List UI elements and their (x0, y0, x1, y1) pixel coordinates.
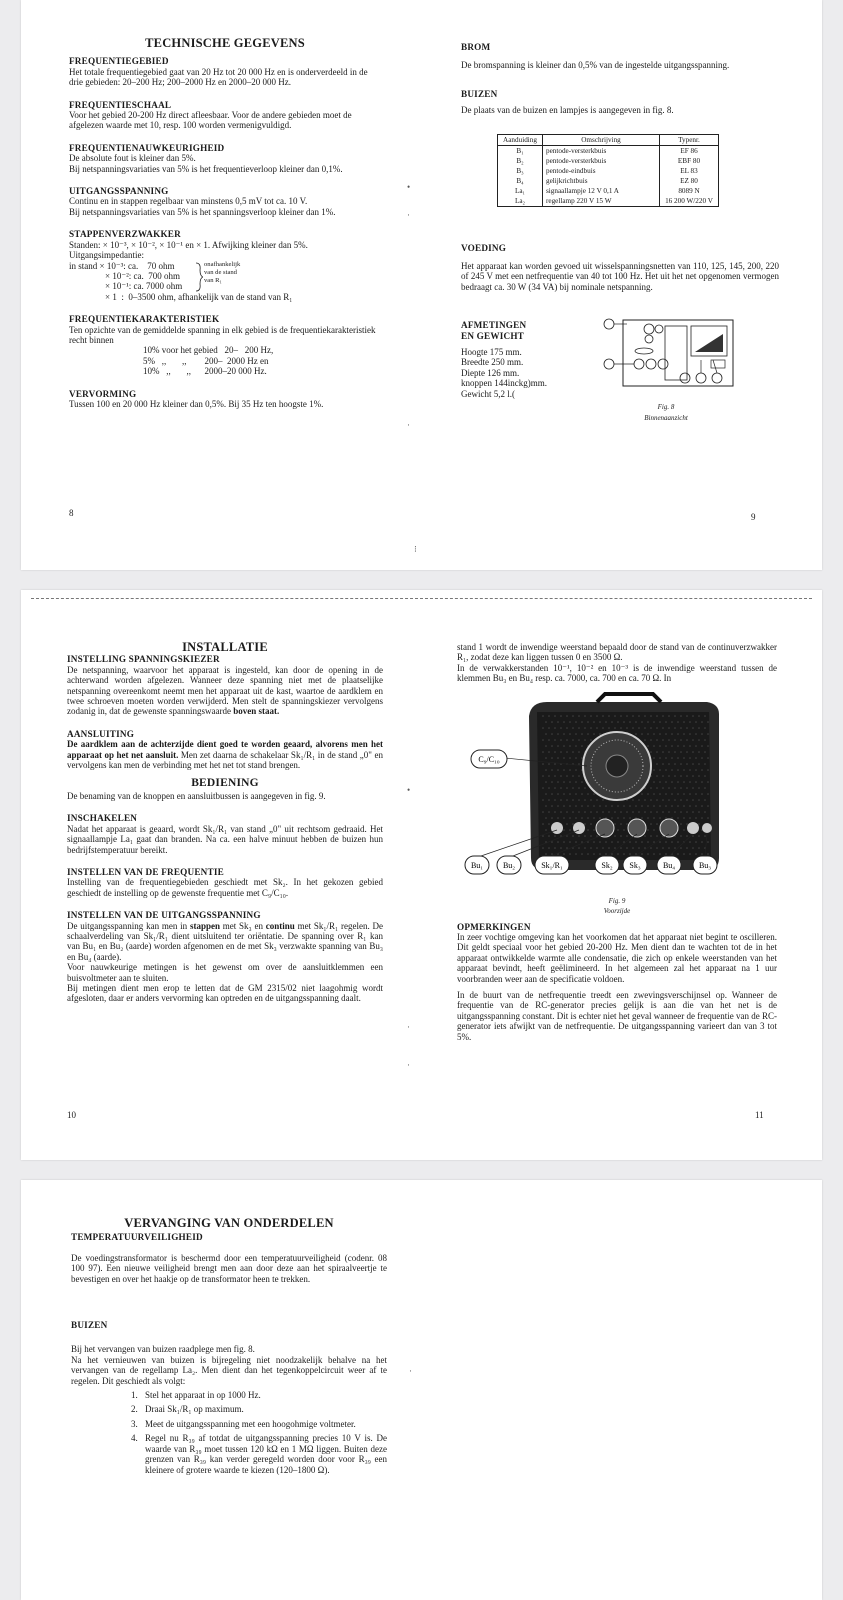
paragraph: De absolute fout is kleiner dan 5%. (69, 153, 196, 164)
paragraph: Het apparaat kan worden gevoed uit wisselspanningsnetten van 110, 125, 145, 200, 220 of 245 V met een netfrequentie van 40 tot 100 Hz. Het uit het net opgenomen vermogen bedraagt ca. 30 W (34 VA) bij nominale netspanning. (461, 261, 779, 292)
list-text: Regel nu R₃₉ af totdat de uitgangsspanning precies 10 V is. De waarde van R₃₉ moet tussen 120 kΩ en 1 MΩ liggen. Buiten deze grenzen van R₃₉ kan verder geregeld worden door voor R₃₉ een kleinere of grotere waarde te kiezen (120–1800 Ω). (145, 1433, 387, 1475)
paragraph: Tussen 100 en 20 000 Hz kleiner dan 0,5%. Bij 35 Hz ten hoogste 1%. (69, 398, 324, 409)
table-cell: pentode-eindbuis (543, 166, 660, 176)
note-line: van R₁ (204, 276, 222, 284)
heading-gewicht: EN GEWICHT (461, 330, 525, 341)
paragraph: Instelling van de frequentiegebieden geschiedt met Sk₂. In het gekozen gebied geschiedt de instelling op de gewenste frequentie met C₉/C₁₀. (67, 877, 383, 898)
heading-frequentieschaal: FREQUENTIESCHAAL (69, 99, 172, 110)
table-cell: signaallampje 12 V 0,1 A (543, 186, 660, 196)
page-title: TECHNISCHE GEGEVENS (145, 36, 305, 50)
table-cell: EF 86 (660, 145, 719, 156)
kar-row: 10% voor het gebied 20– 200 Hz, (143, 345, 274, 356)
section-title: BEDIENING (191, 777, 259, 790)
paragraph: Bij netspanningsvariaties van 5% is het spanningsverloop kleiner dan 1%. (69, 206, 336, 217)
impedance-table (69, 261, 381, 303)
table-body (498, 145, 719, 206)
procedure-list (131, 1390, 387, 1475)
fig-8-caption (631, 402, 701, 423)
tube-table (497, 134, 719, 207)
heading-opmerkingen: OPMERKINGEN (457, 921, 531, 932)
page-number: 11 (755, 1110, 764, 1120)
table-cell: gelijkrichtbuis (543, 176, 660, 186)
note-line: van de stand (204, 268, 237, 276)
paragraph: In de verwakkerstanden 10⁻¹, 10⁻² en 10⁻³ is de inwendige weerstand tussen de klemmen Bu₃ en Bu₄ resp. ca. 7000, ca. 700 en ca. 70 Ω. In (457, 662, 777, 684)
text-run: met Sk₁/R₁ regelen. De schaalverdeling van Sk₁/R₁ dient uitsluitend ter oriëntatie. De spanning over R₁ kan van Bu₁ en Bu₂ (aarde) worden afgenomen en de met Sk₃ verzwakte spanning van Bu₃ en Bu₄ (aarde). (67, 920, 383, 962)
table-cell: pentode-versterkbuis (543, 145, 660, 156)
paragraph (67, 739, 383, 770)
text-run: Men zet daarna de schakelaar Sk₁/R₁ in de stand „0" en vervolgens kan men de verbinding met het net tot stand brengen. (67, 749, 383, 771)
table-cell: La₂ (498, 196, 543, 207)
caption-line: Binnenaanzicht (644, 413, 688, 422)
paragraph: Voor het gebied 20-200 Hz direct afleesbaar. Voor de andere gebieden moet de afgelezen waarde met 10, resp. 100 worden vermenigvuldigd. (69, 110, 352, 131)
brace-icon (195, 262, 203, 292)
scan-mark: • (407, 785, 411, 795)
heading-afmetingen: AFMETINGEN (461, 320, 527, 331)
heading-vervorming: VERVORMING (69, 388, 137, 399)
text-run: De netspanning, waarvoor het apparaat is ingesteld, kan door de opening in de achterwand worden afgelezen. Wanneer deze spanning niet met de plaatselijke netspanning overeenkomt neemt men het apparaat uit de kast, waartoe de aardklem en twee schroeven moeten worden verwijderd. Men stelt de spanningskiezer vervolgens zodanig in, dat de gewenste spanningswaarde (67, 664, 383, 717)
scan-mark: • (407, 182, 411, 192)
heading-frequentiegebied: FREQUENTIEGEBIED (69, 56, 169, 67)
note-line: onafhankelijk (204, 260, 241, 268)
heading-frequentienauwkeurigheid: FREQUENTIENAUWKEURIGHEID (69, 142, 225, 153)
paragraph: Uitgangsimpedantie: (69, 250, 144, 261)
impedance-row: × 10⁻¹: ca. 7000 ohm (105, 281, 183, 292)
table-header: Typenr. (660, 134, 719, 145)
table-cell: La₁ (498, 186, 543, 196)
table-row (498, 145, 719, 156)
text-run-bold: stappen (189, 920, 220, 931)
paragraph: stand 1 wordt de inwendige weerstand bepaald door de stand van de continuverzwakker R₁, zodat deze kan liggen tussen 0 en 3500 Ω. (457, 642, 777, 663)
dimensions-block (461, 320, 779, 430)
list-item (131, 1404, 387, 1414)
dimension-line: Breedte 250 mm. (461, 357, 524, 368)
page-12-column (71, 1218, 387, 1479)
text-run: De uitgangsspanning kan men in (67, 920, 190, 931)
document-sheet-pages-10-11 (21, 590, 822, 1160)
impedance-note (204, 261, 240, 285)
text-run: met Sk₃ en (219, 920, 266, 931)
text-run-bold: continu (265, 920, 295, 931)
paragraph: De plaats van de buizen en lampjes is aangegeven in fig. 8. (461, 105, 674, 116)
impedance-row: in stand × 10⁻³: ca. 70 ohm (69, 260, 175, 271)
list-text: Meet de uitgangsspanning met een hoogohmige voltmeter. (145, 1418, 356, 1429)
paragraph: Het totale frequentiegebied gaat van 20 Hz tot 20 000 Hz en is onderverdeeld in de drie gebieden: 20–200 Hz; 200–2000 Hz en 2000–20 000 Hz. (69, 66, 368, 88)
paragraph: Nadat het apparaat is geaard, wordt Sk₁/R₁ van stand „0" uit rechtsom gedraaid. Het signaallampje La₁ gaat dan branden. Na ca. een halve minuut hebben de buizen hun bedrijfstemperatuur bereikt. (67, 823, 383, 855)
table-header: Omschrijving (543, 134, 660, 145)
caption-line: Voorzijde (603, 907, 631, 916)
list-number: 4. (131, 1433, 138, 1444)
table-row (498, 196, 719, 207)
table-cell: B₃ (498, 166, 543, 176)
page-number: 10 (67, 1110, 76, 1120)
table-cell: EZ 80 (660, 176, 719, 186)
paragraph: De voedingstransformator is beschermd door een temperatuurveiligheid (codenr. 08 100 97). Een nieuwe veiligheid brengt men aan door deze aan het spiraalveertje te bevestigen en over het haakje op de transformator heen te trekken. (71, 1252, 387, 1284)
table-header: Aanduiding (498, 134, 543, 145)
generator-front-illustration (457, 688, 777, 903)
fig-8-interior-diagram (601, 314, 741, 410)
caption-line: Fig. 8 (657, 403, 675, 412)
table-cell: B₄ (498, 176, 543, 186)
heading-inschakelen: INSCHAKELEN (67, 813, 138, 824)
page-title: VERVANGING VAN ONDERDELEN (124, 1216, 334, 1230)
table-cell: 16 200 W/220 V (660, 196, 719, 207)
table-cell: 8089 N (660, 186, 719, 196)
heading-stappenverzwakker: STAPPENVERZWAKKER (69, 229, 181, 240)
table-row (498, 166, 719, 176)
table-cell: EL 83 (660, 166, 719, 176)
caption-line: Fig. 9 (608, 896, 626, 905)
list-number: 1. (131, 1390, 138, 1401)
kar-row: 10% ,, ,, 2000–20 000 Hz. (143, 366, 267, 377)
scan-mark: · (407, 210, 410, 220)
fig-9-caption (577, 896, 657, 917)
list-number: 2. (131, 1404, 138, 1415)
paragraph: De bromspanning is kleiner dan 0,5% van de ingestelde uitgangsspanning. (461, 60, 730, 71)
page-number: 8 (69, 508, 74, 518)
scan-mark: · (407, 1060, 410, 1070)
page-number: 9 (751, 512, 756, 522)
heading-uitgangsspanning: UITGANGSSPANNING (69, 186, 169, 197)
heading-buizen: BUIZEN (71, 1320, 108, 1331)
label-bu3: Bu₃ (698, 860, 712, 870)
paragraph: Voor nauwkeurige metingen is het gewenst om over de aansluitklemmen een buisvoltmeter aan te sluiten. (67, 962, 383, 983)
heading-spanningskiezer: INSTELLING SPANNINGSKIEZER (67, 654, 220, 665)
page-10-column (67, 642, 383, 1004)
label-bu1: Bu₁ (470, 860, 484, 870)
scan-mark: ⁝ (414, 544, 417, 554)
heading-temperatuurveiligheid: TEMPERATUURVEILIGHEID (71, 1232, 203, 1243)
list-text: Stel het apparaat in op 1000 Hz. (145, 1390, 261, 1401)
document-sheet-pages-8-9 (21, 0, 822, 570)
heading-buizen: BUIZEN (461, 88, 498, 99)
list-item (131, 1433, 387, 1475)
fig-9-front-view (457, 684, 777, 914)
heading-frequentie: INSTELLEN VAN DE FREQUENTIE (67, 866, 224, 877)
scan-mark: · (407, 420, 410, 430)
list-text: Draai Sk₁/R₁ op maximum. (145, 1404, 244, 1415)
scan-dashed-line (31, 598, 812, 599)
table-row (498, 176, 719, 186)
paragraph (67, 921, 383, 963)
paragraph: Na het vernieuwen van buizen is bijregeling niet noodzakelijk behalve na het vervangen van de regellamp La₂. Men dient dan het tegenkoppelcircuit weer af te regelen. Dit geschiedt als volgt: (71, 1354, 387, 1386)
paragraph: Continu en in stappen regelbaar van minstens 0,5 mV tot ca. 10 V. (69, 196, 308, 207)
table-cell: pentode-versterkbuis (543, 156, 660, 166)
table-cell: B₂ (498, 156, 543, 166)
heading-uitgangsspanning: INSTELLEN VAN DE UITGANGSSPANNING (67, 910, 261, 921)
label-c9-c10: C₉/C₁₀ (478, 754, 500, 764)
table-row (498, 186, 719, 196)
paragraph: De benaming van de knoppen en aansluitbussen is aangegeven in fig. 9. (67, 790, 326, 801)
document-sheet-page-12 (21, 1180, 822, 1600)
paragraph: Bij netspanningsvariaties van 5% is het frequentieverloop kleiner dan 0,1%. (69, 163, 343, 174)
paragraph: Ten opzichte van de gemiddelde spanning in elk gebied is de frequentiekarakteristiek recht binnen (69, 324, 376, 345)
paragraph: Bij het vervangen van buizen raadplege men fig. 8. (71, 1344, 255, 1355)
label-sk3: Sk₃ (629, 860, 641, 870)
label-bu2: Bu₂ (502, 860, 516, 870)
text-run-bold: boven staat. (233, 706, 280, 717)
heading-voeding: VOEDING (461, 242, 507, 253)
dimension-line: Hoogte 175 mm. (461, 347, 522, 358)
text-run-bold: De aardklem aan de achterzijde dient goed te worden geaard, alvorens men het apparaat op het net aansluit. (67, 739, 383, 760)
heading-frequentiekarakteristiek: FREQUENTIEKARAKTERISTIEK (69, 314, 220, 325)
table-cell: B₁ (498, 145, 543, 156)
list-item (131, 1419, 387, 1429)
label-sk2: Sk₂ (601, 860, 613, 870)
page-11-column (457, 642, 777, 1042)
impedance-row: × 1 : 0–3500 ohm, afhankelijk van de stand van R₁ (105, 291, 293, 302)
paragraph: In de buurt van de netfrequentie treedt een zwevingsverschijnsel op. Wanneer de frequentie van de RC-generator precies gelijk is aan die van het net is de uitgangsspanning constant. Dit is echter niet het geval wanneer de frequentie van de RC-generator iets afwijkt van de netfrequentie. De uitgangsspanning varieert dan van 3 tot 5%. (457, 990, 777, 1042)
impedance-row: × 10⁻²: ca. 700 ohm (105, 270, 181, 281)
label-sk1-r1: Sk₁/R₁ (541, 860, 563, 870)
dimension-line: knoppen 144inckg)mm. (461, 378, 547, 389)
table-cell: regellamp 220 V 15 W (543, 196, 660, 207)
table-row (498, 156, 719, 166)
dimension-line: Diepte 126 mm. (461, 367, 520, 378)
paragraph: Bij metingen dient men erop te letten dat de GM 2315/02 niet laagohmig wordt afgesloten, daar er anders vervorming kan optreden en de uitgangsspanning daalt. (67, 982, 383, 1004)
list-number: 3. (131, 1418, 138, 1429)
kar-row: 5% ,, ,, 200– 2000 Hz en (143, 355, 269, 366)
scan-mark: · (409, 1366, 412, 1376)
list-item (131, 1390, 387, 1400)
paragraph (67, 665, 383, 717)
heading-brom: BROM (461, 42, 491, 52)
scan-mark: · (407, 1022, 410, 1032)
heading-aansluiting: AANSLUITING (67, 728, 135, 739)
page-8-column (69, 38, 381, 409)
paragraph: In zeer vochtige omgeving kan het voorkomen dat het apparaat niet begint te oscilleren. Dit geldt speciaal voor het gebied 20-200 Hz. Men dient dan te wachten tot de in het apparaat ontwikkelde warmte alle condensatie, die zich op enkele weerstanden van het apparaat bevindt, heeft geëlimineerd. In het algemeen zal het apparaat na 1 uur voorbranden weer aan de specificatie voldoen. (457, 932, 777, 984)
table-cell: EBF 80 (660, 156, 719, 166)
dimension-line: Gewicht 5,2 l.( (461, 388, 515, 399)
paragraph: Standen: × 10⁻³, × 10⁻², × 10⁻¹ en × 1. Afwijking kleiner dan 5%. (69, 239, 308, 250)
label-bu4: Bu₄ (662, 860, 676, 870)
page-title: INSTALLATIE (182, 640, 268, 654)
page-9-column (461, 42, 779, 430)
